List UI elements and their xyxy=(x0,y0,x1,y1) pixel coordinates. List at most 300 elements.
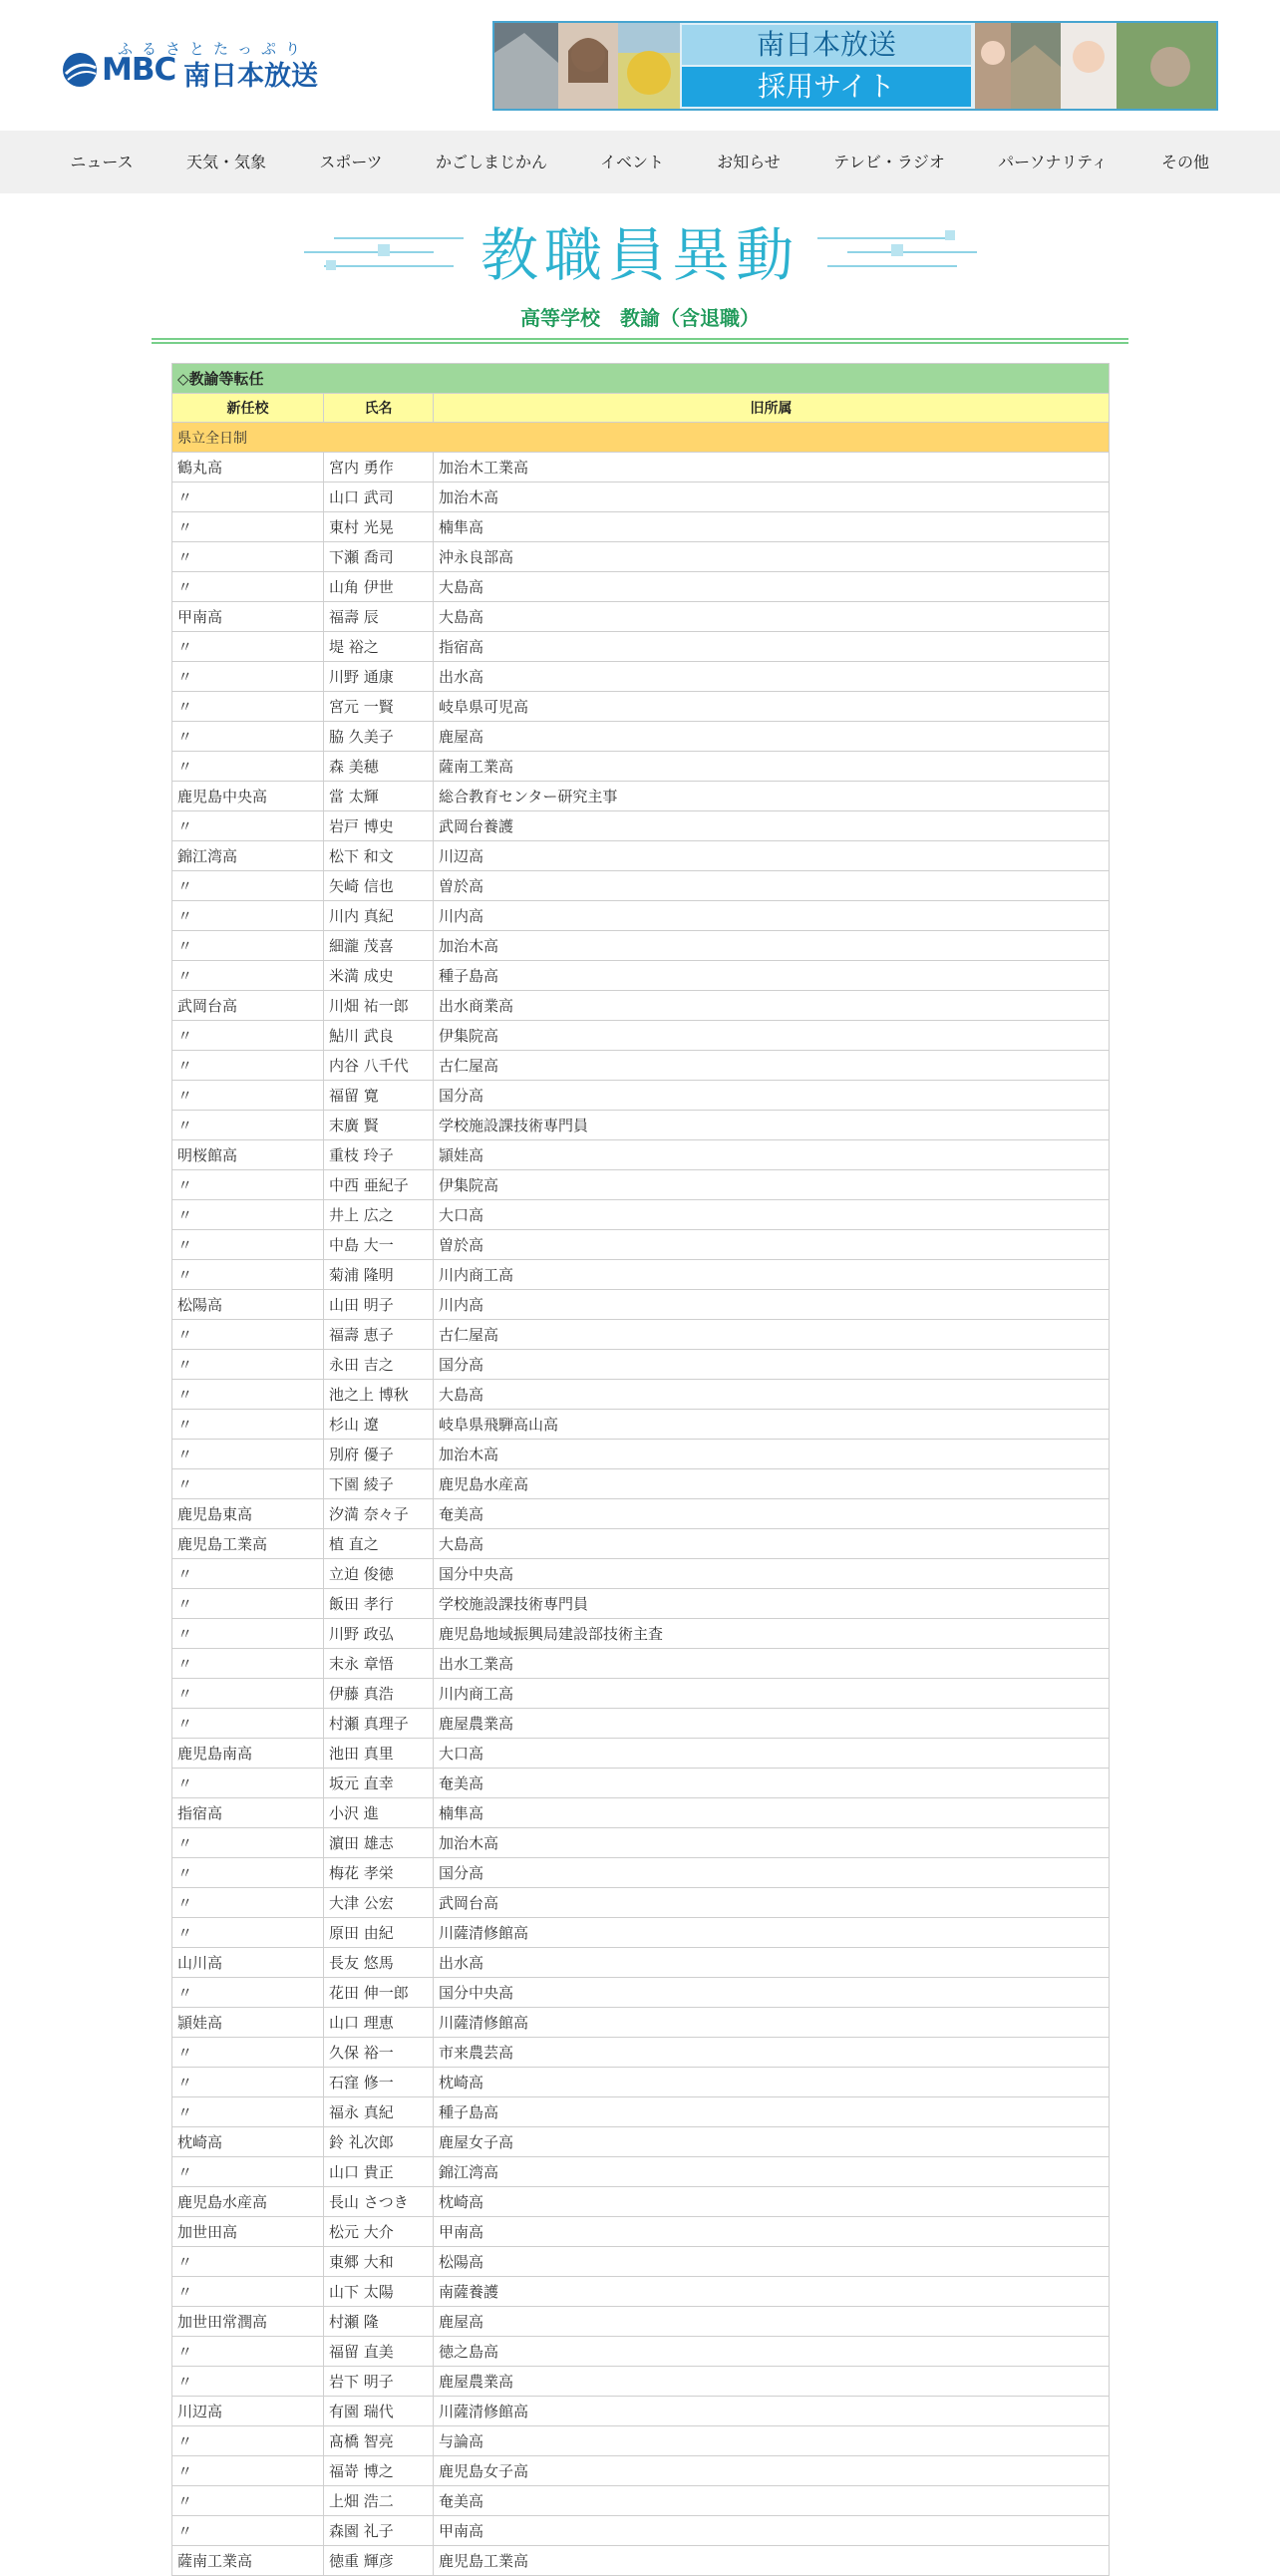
logo-tagline: ふるさとたっぷり xyxy=(118,40,310,58)
cell-new-school: 〃 xyxy=(172,1978,324,2008)
table-row xyxy=(172,1290,1110,1320)
cell-new-school: 〃 xyxy=(172,2097,324,2127)
cell-new-school: 〃 xyxy=(172,1769,324,1798)
cell-former-post: 出水工業高 xyxy=(434,1649,1110,1679)
cell-name: 髙橋 智亮 xyxy=(324,2426,434,2456)
cell-name: 村瀬 真理子 xyxy=(324,1709,434,1739)
cell-former-post: 鹿屋農業高 xyxy=(434,1709,1110,1739)
cell-name: 山口 貴正 xyxy=(324,2157,434,2187)
cell-former-post: 与論高 xyxy=(434,2426,1110,2456)
cell-new-school: 〃 xyxy=(172,1828,324,1858)
page-title: 教職員異動 xyxy=(480,221,800,289)
cell-former-post: 大島高 xyxy=(434,1529,1110,1559)
cell-name: 徳重 輝彦 xyxy=(324,2546,434,2576)
cell-name: 川畑 祐一郎 xyxy=(324,991,434,1021)
cell-name: 内谷 八千代 xyxy=(324,1051,434,1081)
cell-name: 松下 和文 xyxy=(324,841,434,871)
cell-name: 福留 直美 xyxy=(324,2337,434,2367)
cell-name: 飯田 孝行 xyxy=(324,1589,434,1619)
cell-name: 池之上 博秋 xyxy=(324,1380,434,1410)
cell-name: 原田 由紀 xyxy=(324,1918,434,1948)
col-header-new-school: 新任校 xyxy=(172,394,324,423)
cell-former-post: 国分中央高 xyxy=(434,1559,1110,1589)
cell-name: 鈴 礼次郎 xyxy=(324,2127,434,2157)
table-row xyxy=(172,1798,1110,1828)
cell-new-school: 〃 xyxy=(172,1649,324,1679)
cell-former-post: 鹿児島女子高 xyxy=(434,2456,1110,2486)
cell-former-post: 伊集院高 xyxy=(434,1021,1110,1051)
cell-name: 森 美穂 xyxy=(324,752,434,782)
table-row xyxy=(172,1918,1110,1948)
table-row xyxy=(172,2068,1110,2097)
cell-former-post: 大口高 xyxy=(434,1739,1110,1769)
cell-new-school: 山川高 xyxy=(172,1948,324,1978)
table-row xyxy=(172,1260,1110,1290)
table-row xyxy=(172,2307,1110,2337)
logo-mark-icon xyxy=(62,52,102,88)
logo-station-name: 南日本放送 xyxy=(183,61,318,92)
cell-new-school: 〃 xyxy=(172,2516,324,2546)
cell-name: 立迫 俊徳 xyxy=(324,1559,434,1589)
cell-new-school: 〃 xyxy=(172,2277,324,2307)
cell-new-school: 〃 xyxy=(172,752,324,782)
cell-name: 井上 広之 xyxy=(324,1200,434,1230)
cell-new-school: 頴娃高 xyxy=(172,2008,324,2038)
category-title: 県立全日制 xyxy=(172,423,1110,453)
table-row xyxy=(172,752,1110,782)
table-row xyxy=(172,692,1110,722)
cell-name: 福壽 恵子 xyxy=(324,1320,434,1350)
cell-name: 石窪 修一 xyxy=(324,2068,434,2097)
cell-former-post: 出水商業高 xyxy=(434,991,1110,1021)
cell-former-post: 岐阜県可児高 xyxy=(434,692,1110,722)
page-subtitle: 高等学校 教諭（含退職） xyxy=(520,306,760,330)
cell-name: 下瀬 喬司 xyxy=(324,542,434,572)
cell-former-post: 甲南高 xyxy=(434,2516,1110,2546)
table-row xyxy=(172,2486,1110,2516)
cell-new-school: 鹿児島東高 xyxy=(172,1499,324,1529)
table-row xyxy=(172,1888,1110,1918)
cell-former-post: 加治木工業高 xyxy=(434,453,1110,483)
cell-name: 森園 礼子 xyxy=(324,2516,434,2546)
cell-former-post: 古仁屋高 xyxy=(434,1051,1110,1081)
cell-name: 矢崎 信也 xyxy=(324,871,434,901)
cell-name: 當 太輝 xyxy=(324,782,434,811)
cell-new-school: 〃 xyxy=(172,1888,324,1918)
table-row xyxy=(172,811,1110,841)
cell-new-school: 〃 xyxy=(172,1350,324,1380)
cell-former-post: 鹿児島地域振興局建設部技術主査 xyxy=(434,1619,1110,1649)
cell-new-school: 〃 xyxy=(172,2068,324,2097)
recruit-banner[interactable] xyxy=(492,21,1218,111)
table-row xyxy=(172,1051,1110,1081)
cell-name: 有園 瑞代 xyxy=(324,2397,434,2426)
cell-new-school: 〃 xyxy=(172,2038,324,2068)
cell-name: 上畑 浩二 xyxy=(324,2486,434,2516)
table-row xyxy=(172,1140,1110,1170)
table-row xyxy=(172,2247,1110,2277)
cell-former-post: 甲南高 xyxy=(434,2217,1110,2247)
cell-name: 菊浦 隆明 xyxy=(324,1260,434,1290)
table-row xyxy=(172,2367,1110,2397)
cell-former-post: 大島高 xyxy=(434,572,1110,602)
cell-new-school: 薩南工業高 xyxy=(172,2546,324,2576)
cell-name: 中島 大一 xyxy=(324,1230,434,1260)
cell-former-post: 伊集院高 xyxy=(434,1170,1110,1200)
nav-item-sports[interactable]: スポーツ xyxy=(319,153,383,171)
table-row xyxy=(172,2456,1110,2486)
cell-name: 長友 悠馬 xyxy=(324,1948,434,1978)
cell-name: 小沢 進 xyxy=(324,1798,434,1828)
cell-new-school: 〃 xyxy=(172,2157,324,2187)
table-row xyxy=(172,1619,1110,1649)
cell-new-school: 〃 xyxy=(172,1918,324,1948)
cell-new-school: 〃 xyxy=(172,2486,324,2516)
cell-new-school: 〃 xyxy=(172,1230,324,1260)
cell-new-school: 〃 xyxy=(172,1440,324,1469)
cell-new-school: 〃 xyxy=(172,901,324,931)
nav-item-weather[interactable]: 天気・気象 xyxy=(185,153,267,171)
table-row xyxy=(172,1111,1110,1140)
cell-new-school: 川辺高 xyxy=(172,2397,324,2426)
cell-former-post: 川薩清修館高 xyxy=(434,2397,1110,2426)
table-row xyxy=(172,1350,1110,1380)
cell-name: 長山 さつき xyxy=(324,2187,434,2217)
table-row xyxy=(172,2426,1110,2456)
cell-former-post: 鹿児島工業高 xyxy=(434,2546,1110,2576)
table-row xyxy=(172,483,1110,512)
cell-former-post: 大島高 xyxy=(434,602,1110,632)
table-row xyxy=(172,2127,1110,2157)
cell-new-school: 〃 xyxy=(172,2247,324,2277)
table-row xyxy=(172,1589,1110,1619)
subtitle-divider xyxy=(152,338,1128,344)
cell-new-school: 錦江湾高 xyxy=(172,841,324,871)
cell-former-post: 薩南工業高 xyxy=(434,752,1110,782)
cell-new-school: 〃 xyxy=(172,692,324,722)
cell-former-post: 出水高 xyxy=(434,1948,1110,1978)
cell-new-school: 〃 xyxy=(172,1380,324,1410)
cell-new-school: 鹿児島水産高 xyxy=(172,2187,324,2217)
banner-subtitle: 採用サイト xyxy=(682,67,971,107)
cell-new-school: 〃 xyxy=(172,662,324,692)
cell-former-post: 総合教育センター研究主事 xyxy=(434,782,1110,811)
cell-new-school: 鹿児島中央高 xyxy=(172,782,324,811)
cell-new-school: 〃 xyxy=(172,961,324,991)
cell-former-post: 枕崎高 xyxy=(434,2068,1110,2097)
cell-former-post: 種子島高 xyxy=(434,2097,1110,2127)
cell-former-post: 楠隼高 xyxy=(434,1798,1110,1828)
cell-new-school: 鶴丸高 xyxy=(172,453,324,483)
table-row xyxy=(172,1559,1110,1589)
cell-new-school: 〃 xyxy=(172,1021,324,1051)
table-row xyxy=(172,1529,1110,1559)
cell-former-post: 種子島高 xyxy=(434,961,1110,991)
cell-former-post: 川内高 xyxy=(434,1290,1110,1320)
table-row xyxy=(172,1380,1110,1410)
table-row xyxy=(172,2516,1110,2546)
table-row xyxy=(172,1739,1110,1769)
cell-new-school: 加世田高 xyxy=(172,2217,324,2247)
cell-name: 宮元 一賢 xyxy=(324,692,434,722)
cell-former-post: 学校施設課技術専門員 xyxy=(434,1111,1110,1140)
nav-item-kagoshima-jikan[interactable]: かごしまじかん xyxy=(435,153,548,171)
cell-former-post: 大口高 xyxy=(434,1200,1110,1230)
cell-name: 花田 伸一郎 xyxy=(324,1978,434,2008)
table-row xyxy=(172,1948,1110,1978)
cell-former-post: 指宿高 xyxy=(434,632,1110,662)
cell-name: 川内 真紀 xyxy=(324,901,434,931)
cell-new-school: 〃 xyxy=(172,1051,324,1081)
table-row xyxy=(172,991,1110,1021)
cell-new-school: 加世田常潤高 xyxy=(172,2307,324,2337)
cell-former-post: 沖永良部高 xyxy=(434,542,1110,572)
cell-former-post: 川内商工高 xyxy=(434,1260,1110,1290)
cell-former-post: 頴娃高 xyxy=(434,1140,1110,1170)
cell-former-post: 武岡台高 xyxy=(434,1888,1110,1918)
cell-former-post: 曽於高 xyxy=(434,871,1110,901)
col-header-name: 氏名 xyxy=(324,394,434,423)
cell-name: 東郷 大和 xyxy=(324,2247,434,2277)
cell-name: 末永 章悟 xyxy=(324,1649,434,1679)
table-row xyxy=(172,1320,1110,1350)
cell-new-school: 〃 xyxy=(172,1559,324,1589)
table-row xyxy=(172,512,1110,542)
cell-name: 岩戸 博史 xyxy=(324,811,434,841)
cell-new-school: 武岡台高 xyxy=(172,991,324,1021)
cell-new-school: 〃 xyxy=(172,512,324,542)
nav-item-personality[interactable]: パーソナリティ xyxy=(998,153,1108,171)
table-row xyxy=(172,572,1110,602)
cell-former-post: 曽於高 xyxy=(434,1230,1110,1260)
header-row xyxy=(172,394,1110,423)
table-row xyxy=(172,1709,1110,1739)
cell-former-post: 大島高 xyxy=(434,1380,1110,1410)
cell-new-school: 〃 xyxy=(172,811,324,841)
table-row xyxy=(172,841,1110,871)
cell-name: 細瀧 茂喜 xyxy=(324,931,434,961)
table-row xyxy=(172,722,1110,752)
cell-new-school: 〃 xyxy=(172,2426,324,2456)
cell-name: 中西 亜紀子 xyxy=(324,1170,434,1200)
cell-name: 末廣 賢 xyxy=(324,1111,434,1140)
cell-new-school: 〃 xyxy=(172,1469,324,1499)
banner-photo-right-icon xyxy=(975,23,1218,109)
table-row xyxy=(172,2277,1110,2307)
cell-new-school: 〃 xyxy=(172,542,324,572)
table-row xyxy=(172,602,1110,632)
mbc-logo[interactable] xyxy=(62,38,326,92)
cell-new-school: 〃 xyxy=(172,1709,324,1739)
cell-new-school: 枕崎高 xyxy=(172,2127,324,2157)
cell-former-post: 加治木高 xyxy=(434,483,1110,512)
cell-name: 川野 政弘 xyxy=(324,1619,434,1649)
cell-former-post: 市来農芸高 xyxy=(434,2038,1110,2068)
cell-new-school: 松陽高 xyxy=(172,1290,324,1320)
table-row xyxy=(172,1649,1110,1679)
cell-name: 山角 伊世 xyxy=(324,572,434,602)
table-row xyxy=(172,961,1110,991)
nav-item-tv-radio[interactable]: テレビ・ラジオ xyxy=(833,153,945,171)
main-nav xyxy=(0,131,1280,193)
cell-name: 下園 綾子 xyxy=(324,1469,434,1499)
cell-new-school: 明桜館高 xyxy=(172,1140,324,1170)
cell-former-post: 岐阜県飛騨高山高 xyxy=(434,1410,1110,1440)
table-row xyxy=(172,2546,1110,2576)
cell-name: 脇 久美子 xyxy=(324,722,434,752)
cell-former-post: 奄美高 xyxy=(434,1769,1110,1798)
cell-name: 汐満 奈々子 xyxy=(324,1499,434,1529)
cell-name: 山下 太陽 xyxy=(324,2277,434,2307)
nav-item-info[interactable]: お知らせ xyxy=(717,153,781,171)
cell-former-post: 松陽高 xyxy=(434,2247,1110,2277)
table-row xyxy=(172,2097,1110,2127)
cell-new-school: 〃 xyxy=(172,1081,324,1111)
cell-former-post: 奄美高 xyxy=(434,2486,1110,2516)
cell-new-school: 鹿児島南高 xyxy=(172,1739,324,1769)
table-row xyxy=(172,632,1110,662)
cell-name: 山田 明子 xyxy=(324,1290,434,1320)
cell-new-school: 〃 xyxy=(172,2367,324,2397)
cell-former-post: 鹿屋高 xyxy=(434,722,1110,752)
cell-former-post: 国分高 xyxy=(434,1858,1110,1888)
table-row xyxy=(172,1081,1110,1111)
nav-item-event[interactable]: イベント xyxy=(599,153,665,171)
section-title: ◇教諭等転任 xyxy=(172,364,1110,394)
logo-mbc: MBC xyxy=(102,52,176,88)
table-row xyxy=(172,1440,1110,1469)
table-row xyxy=(172,2337,1110,2367)
cell-new-school: 〃 xyxy=(172,1589,324,1619)
table-row xyxy=(172,2038,1110,2068)
cell-name: 伊藤 真浩 xyxy=(324,1679,434,1709)
cell-name: 山口 理恵 xyxy=(324,2008,434,2038)
cell-name: 福永 真紀 xyxy=(324,2097,434,2127)
cell-new-school: 〃 xyxy=(172,1619,324,1649)
cell-former-post: 出水高 xyxy=(434,662,1110,692)
cell-name: 岩下 明子 xyxy=(324,2367,434,2397)
table-row xyxy=(172,2397,1110,2426)
cell-former-post: 川薩清修館高 xyxy=(434,1918,1110,1948)
cell-former-post: 国分高 xyxy=(434,1081,1110,1111)
cell-former-post: 鹿児島水産高 xyxy=(434,1469,1110,1499)
cell-name: 福留 寛 xyxy=(324,1081,434,1111)
table-row xyxy=(172,1858,1110,1888)
category-row xyxy=(172,423,1110,453)
section-row xyxy=(172,364,1110,394)
cell-name: 杉山 遼 xyxy=(324,1410,434,1440)
cell-new-school: 鹿児島工業高 xyxy=(172,1529,324,1559)
table-row xyxy=(172,2008,1110,2038)
cell-former-post: 奄美高 xyxy=(434,1499,1110,1529)
cell-name: 重枝 玲子 xyxy=(324,1140,434,1170)
nav-item-other[interactable]: その他 xyxy=(1160,153,1210,171)
table-row xyxy=(172,1978,1110,2008)
banner-photo-left-icon xyxy=(494,23,680,109)
table-row xyxy=(172,1469,1110,1499)
cell-name: 山口 武司 xyxy=(324,483,434,512)
cell-name: 福壽 辰 xyxy=(324,602,434,632)
cell-former-post: 学校施設課技術専門員 xyxy=(434,1589,1110,1619)
cell-former-post: 鹿屋農業高 xyxy=(434,2367,1110,2397)
cell-name: 宮内 勇作 xyxy=(324,453,434,483)
cell-former-post: 南薩養護 xyxy=(434,2277,1110,2307)
table-row xyxy=(172,1230,1110,1260)
cell-name: 村瀬 隆 xyxy=(324,2307,434,2337)
table-row xyxy=(172,1410,1110,1440)
personnel-table xyxy=(171,363,1110,2576)
cell-new-school: 〃 xyxy=(172,1679,324,1709)
cell-name: 福嵜 博之 xyxy=(324,2456,434,2486)
cell-former-post: 加治木高 xyxy=(434,931,1110,961)
table-row xyxy=(172,1679,1110,1709)
banner-title: 南日本放送 xyxy=(682,25,971,65)
cell-former-post: 川薩清修館高 xyxy=(434,2008,1110,2038)
cell-name: 永田 吉之 xyxy=(324,1350,434,1380)
cell-former-post: 鹿屋高 xyxy=(434,2307,1110,2337)
cell-former-post: 川内高 xyxy=(434,901,1110,931)
cell-name: 濵田 雄志 xyxy=(324,1828,434,1858)
site-header xyxy=(0,0,1280,131)
cell-name: 梅花 孝栄 xyxy=(324,1858,434,1888)
table-row xyxy=(172,1021,1110,1051)
cell-name: 別府 優子 xyxy=(324,1440,434,1469)
cell-former-post: 古仁屋高 xyxy=(434,1320,1110,1350)
title-deco-right-icon xyxy=(817,226,977,276)
cell-name: 大津 公宏 xyxy=(324,1888,434,1918)
table-row xyxy=(172,1200,1110,1230)
cell-former-post: 枕崎高 xyxy=(434,2187,1110,2217)
table-row xyxy=(172,782,1110,811)
cell-new-school: 〃 xyxy=(172,1111,324,1140)
title-area xyxy=(0,204,1280,289)
cell-former-post: 徳之島高 xyxy=(434,2337,1110,2367)
cell-name: 植 直之 xyxy=(324,1529,434,1559)
cell-former-post: 国分高 xyxy=(434,1350,1110,1380)
table-row xyxy=(172,871,1110,901)
cell-former-post: 武岡台養護 xyxy=(434,811,1110,841)
cell-name: 坂元 直幸 xyxy=(324,1769,434,1798)
cell-name: 久保 裕一 xyxy=(324,2038,434,2068)
table-row xyxy=(172,2187,1110,2217)
col-header-former-post: 旧所属 xyxy=(434,394,1110,423)
cell-former-post: 加治木高 xyxy=(434,1828,1110,1858)
table-row xyxy=(172,662,1110,692)
cell-new-school: 〃 xyxy=(172,632,324,662)
cell-new-school: 〃 xyxy=(172,1320,324,1350)
cell-name: 米満 成史 xyxy=(324,961,434,991)
cell-name: 鮎川 武良 xyxy=(324,1021,434,1051)
cell-new-school: 〃 xyxy=(172,722,324,752)
cell-name: 松元 大介 xyxy=(324,2217,434,2247)
table-row xyxy=(172,1170,1110,1200)
nav-item-news[interactable]: ニュース xyxy=(70,153,134,171)
cell-former-post: 川辺高 xyxy=(434,841,1110,871)
cell-name: 東村 光晃 xyxy=(324,512,434,542)
cell-new-school: 〃 xyxy=(172,2456,324,2486)
cell-new-school: 〃 xyxy=(172,2337,324,2367)
cell-new-school: 甲南高 xyxy=(172,602,324,632)
table-row xyxy=(172,2217,1110,2247)
cell-new-school: 〃 xyxy=(172,1260,324,1290)
table-row xyxy=(172,1769,1110,1798)
table-row xyxy=(172,931,1110,961)
cell-new-school: 〃 xyxy=(172,1858,324,1888)
cell-new-school: 〃 xyxy=(172,871,324,901)
cell-former-post: 楠隼高 xyxy=(434,512,1110,542)
table-row xyxy=(172,1499,1110,1529)
cell-former-post: 錦江湾高 xyxy=(434,2157,1110,2187)
